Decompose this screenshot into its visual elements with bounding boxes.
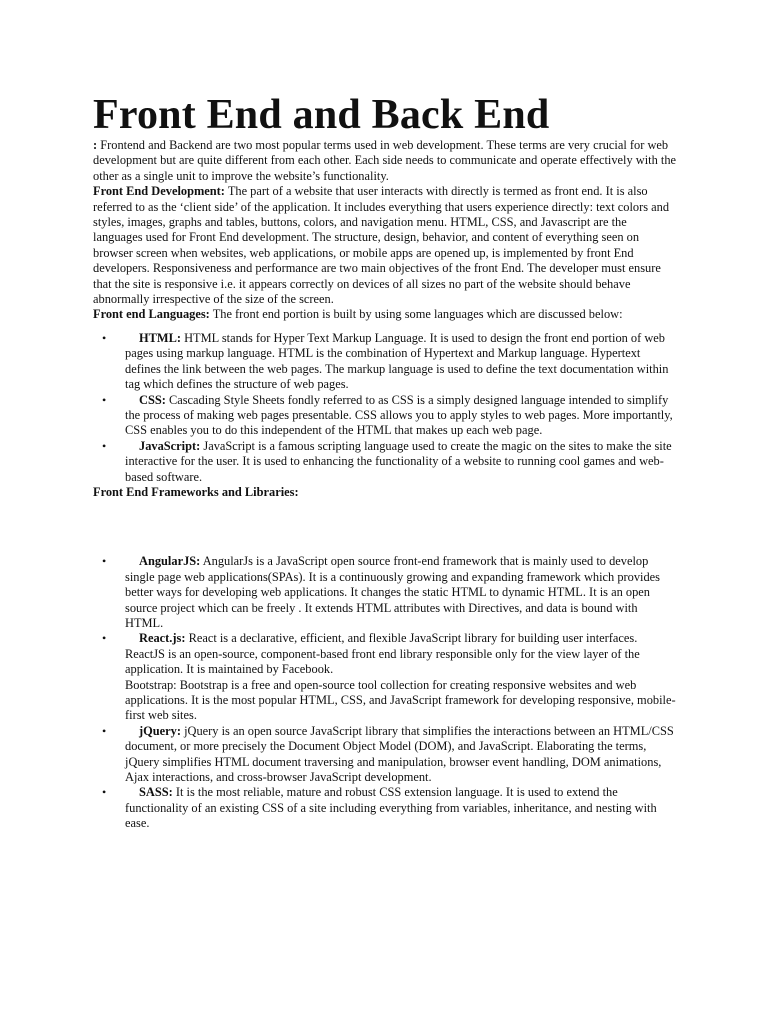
frameworks-heading-paragraph	[93, 485, 677, 500]
front-end-development-paragraph	[93, 184, 677, 307]
list-item-reactjs	[93, 631, 677, 723]
term-javascript: JavaScript:	[139, 438, 201, 453]
term-jquery: jQuery:	[139, 723, 181, 738]
frameworks-heading: Front End Frameworks and Libraries:	[93, 484, 299, 499]
front-end-languages-heading: Front end Languages:	[93, 307, 210, 322]
list-item-javascript	[93, 439, 677, 485]
list-item-css	[93, 393, 677, 439]
desc-reactjs: React is a declarative, efficient, and flexible JavaScript library for building user interfaces. ReactJS is an open-source, component-based front end library responsible only for the view layer of the application. It is maintained by Facebook.	[125, 631, 640, 677]
list-item-jquery	[93, 724, 677, 786]
document-title: Front End and Back End	[93, 92, 550, 138]
desc-javascript: JavaScript is a famous scripting language used to create the magic on the sites to make the site interactive for the user. It is used to enhancing the functionality of a website to running cool games and web-based software.	[125, 438, 672, 484]
desc-angularjs: AngularJs is a JavaScript open source front-end framework that is mainly used to develop single page web applications(SPAs). It is a continuously growing and expanding framework which provides better ways for developing web applications. It changes the static HTML to dynamic HTML. It is an open source project which can be freely . It extends HTML attributes with Directives, and data is bound with HTML.	[125, 554, 660, 630]
bullet-icon: •	[102, 392, 107, 407]
term-html: HTML:	[139, 330, 181, 345]
bullet-icon: •	[102, 438, 107, 453]
bullet-icon: •	[102, 723, 107, 738]
desc-css: Cascading Style Sheets fondly referred to as CSS is a simply designed language intended to simplify the process of making web pages presentable. CSS allows you to apply styles to web pages. More importantly, CSS enables you to do this independent of the HTML that makes up each web page.	[125, 392, 673, 438]
front-end-development-text: The part of a website that user interacts with directly is termed as front end. It is also referred to as the ‘client side’ of the application. It includes everything that users experience directly: text colors and styles, images, graphs and tables, buttons, colors, and navigation menu. HTML, CSS, and Javascript are the languages used for Front End development. The structure, design, behavior, and content of everything seen on browser screen when websites, web applications, or mobile apps are opened up, is implemented by front End developers. Responsiveness and performance are two main objectives of the front End. The developer must ensure that the site is responsive i.e. it appears correctly on devices of all sizes no part of the website should behave abnormally irrespective of the size of the screen.	[93, 184, 670, 307]
term-angularjs: AngularJS:	[139, 554, 201, 569]
list-item-html	[93, 331, 677, 393]
bullet-icon: •	[102, 631, 107, 646]
bullet-icon: •	[102, 554, 107, 569]
list-item-sass	[93, 785, 677, 831]
term-css: CSS:	[139, 392, 166, 407]
term-sass: SASS:	[139, 785, 173, 800]
bullet-icon: •	[102, 785, 107, 800]
languages-list	[93, 331, 677, 485]
front-end-languages-text: The front end portion is built by using some languages which are discussed below:	[212, 307, 623, 322]
frameworks-list	[93, 554, 677, 831]
desc-html: HTML stands for Hyper Text Markup Language. It is used to design the front end portion of web pages using markup language. HTML is the combination of Hypertext and Markup language. Hypertext defines the link between the web pages. The markup language is used to define the text documentation within tag which defines the structure of web pages.	[125, 330, 669, 392]
bullet-icon: •	[102, 330, 107, 345]
intro-colon: :	[93, 138, 98, 152]
document-page	[93, 92, 677, 832]
intro-paragraph	[93, 138, 677, 184]
intro-text: Frontend and Backend are two most popular terms used in web development. These terms are very crucial for web development but are quite different from each other. Each side needs to communicate and operate effectively with the other as a single unit to improve the website’s functionality.	[93, 138, 677, 183]
list-item-angularjs	[93, 554, 677, 631]
front-end-languages-paragraph	[93, 307, 677, 322]
desc-bootstrap: Bootstrap: Bootstrap is a free and open-source tool collection for creating responsive websites and web applications. It is the most popular HTML, CSS, and JavaScript framework for developing responsive, mobile-first web sites.	[125, 677, 676, 723]
term-reactjs: React.js:	[139, 631, 186, 646]
desc-sass: It is the most reliable, mature and robust CSS extension language. It is used to extend the functionality of an existing CSS of a site including everything from variables, inheritance, and nesting with ease.	[125, 785, 657, 831]
blank-space	[93, 500, 677, 554]
front-end-development-heading: Front End Development:	[93, 184, 225, 199]
spacer	[93, 323, 677, 331]
desc-jquery: jQuery is an open source JavaScript library that simplifies the interactions between an HTML/CSS document, or more precisely the Document Object Model (DOM), and JavaScript. Elaborating the terms, jQuery simplifies HTML document traversing and manipulation, browser event handling, DOM animations, Ajax interactions, and cross-browser JavaScript development.	[125, 723, 674, 785]
